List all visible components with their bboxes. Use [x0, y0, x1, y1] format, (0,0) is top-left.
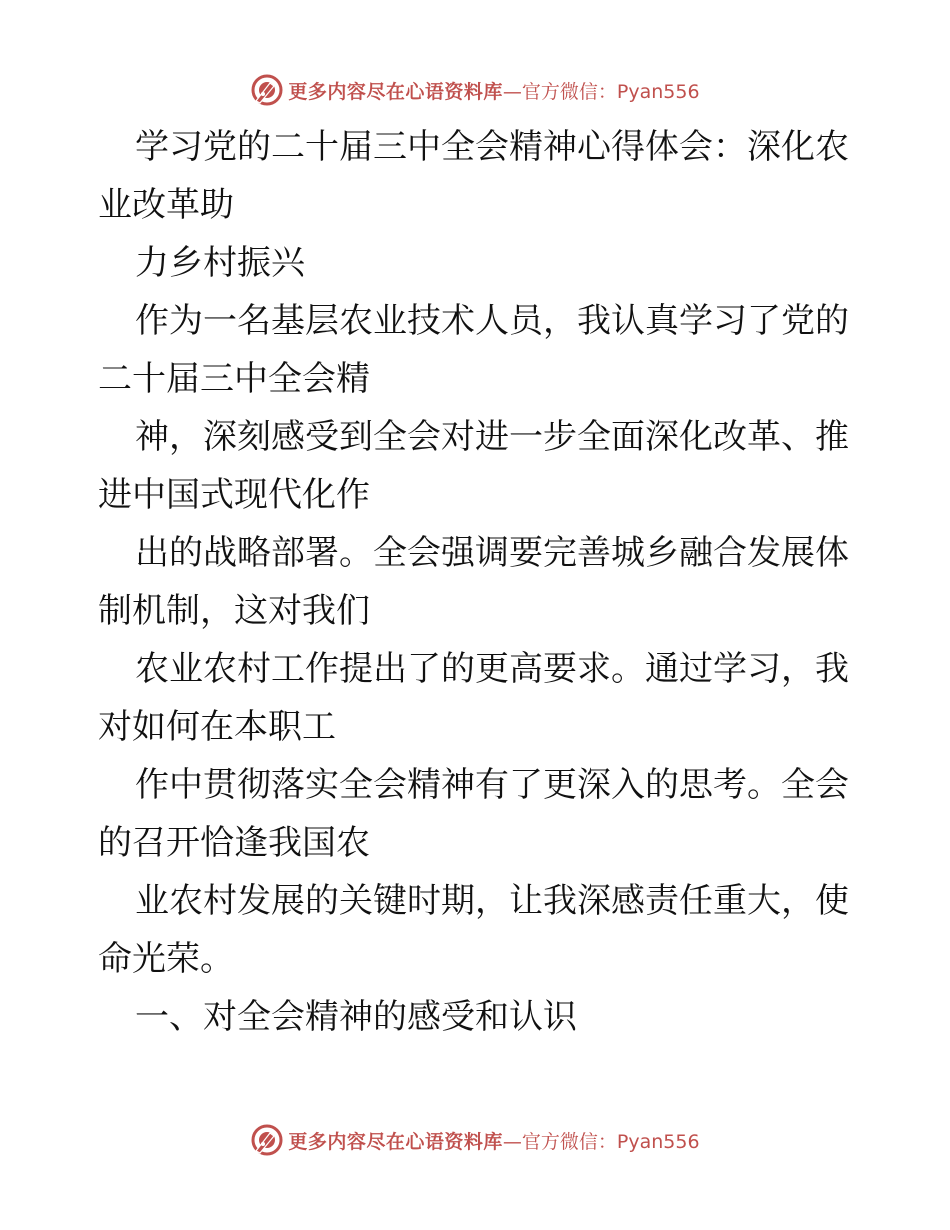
text-line: 制机制，这对我们: [98, 591, 370, 631]
text-line: 农业农村工作提出了的更高要求。通过学习，我: [135, 649, 849, 689]
section-heading: 一、对全会精神的感受和认识: [135, 997, 577, 1037]
text-line: 业农村发展的关键时期，让我深感责任重大，使: [135, 881, 849, 921]
text-line: 作中贯彻落实全会精神有了更深入的思考。全会: [135, 765, 849, 805]
text-line: 业改革助: [98, 185, 234, 225]
text-line: 神，深刻感受到全会对进一步全面深化改革、推: [135, 417, 849, 457]
banner-wechat-tag: —官方微信：Pyan556: [502, 80, 700, 103]
pen-circle-logo-icon: [250, 1123, 284, 1157]
text-line: 二十届三中全会精: [98, 359, 370, 399]
text-line: 对如何在本职工: [98, 707, 336, 747]
document-body: [98, 118, 858, 1046]
footer-banner: [0, 1120, 950, 1160]
text-line: 出的战略部署。全会强调要完善城乡融合发展体: [135, 533, 849, 573]
text-line: 学习党的二十届三中全会精神心得体会：深化农: [135, 127, 849, 167]
text-line: 进中国式现代化作: [98, 475, 370, 515]
text-line: 力乡村振兴: [135, 243, 305, 283]
header-banner: [0, 70, 950, 110]
pen-circle-logo-icon: [250, 73, 284, 107]
text-line: 作为一名基层农业技术人员，我认真学习了党的: [135, 301, 849, 341]
text-line: 的召开恰逢我国农: [98, 823, 370, 863]
banner-wechat-tag: —官方微信：Pyan556: [502, 1130, 700, 1153]
text-line: 命光荣。: [98, 939, 234, 979]
banner-title: 更多内容尽在心语资料库: [288, 80, 503, 103]
banner-title: 更多内容尽在心语资料库: [288, 1130, 503, 1153]
